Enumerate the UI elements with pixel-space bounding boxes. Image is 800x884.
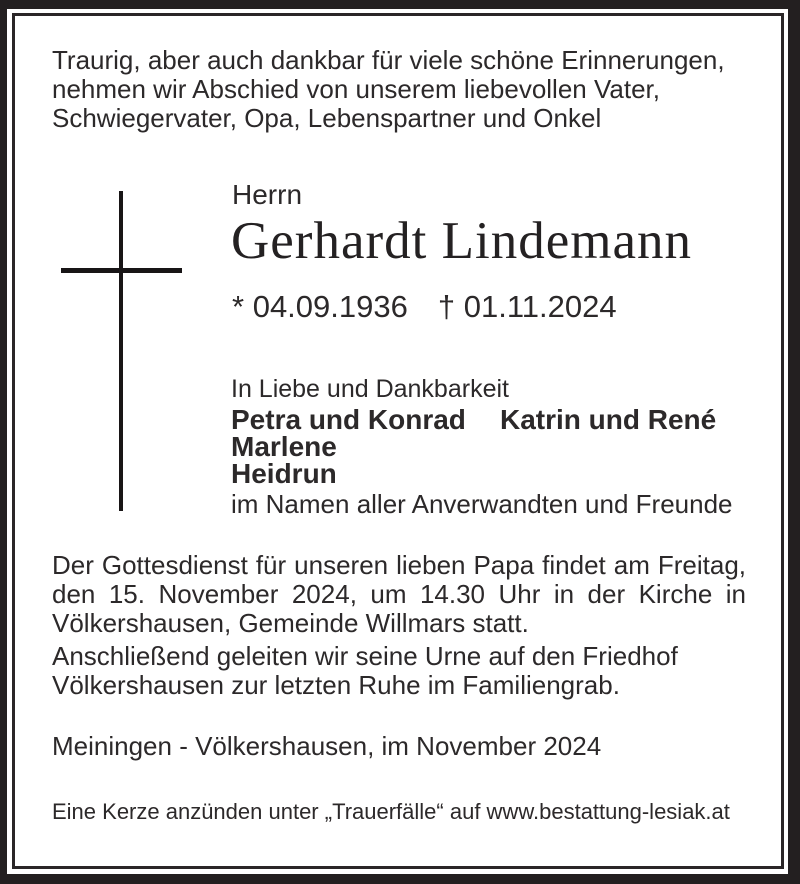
cross-vertical-bar — [119, 191, 123, 511]
intro-line: nehmen wir Abschied von unserem liebevollen Vater, — [52, 74, 660, 104]
life-dates — [232, 289, 617, 325]
intro-line: Schwiegervater, Opa, Lebenspartner und Onkel — [52, 103, 602, 133]
burial-line: Anschließend geleiten wir seine Urne auf den Friedhof — [52, 641, 678, 671]
death-date-value: 01.11.2024 — [463, 289, 617, 324]
intro-line: Traurig, aber auch dankbar für viele schöne Erinnerungen, — [52, 45, 725, 75]
salutation: Herrn — [232, 179, 303, 210]
burial-paragraph — [52, 642, 678, 700]
mourner-row: Heidrun — [231, 458, 337, 489]
mourning-closing: im Namen aller Anverwandten und Freunde — [231, 489, 733, 519]
death-cross-symbol: † — [437, 289, 456, 324]
candle-note: Eine Kerze anzünden unter „Trauerfälle“ auf www.bestattung-lesiak.at — [52, 799, 730, 824]
service-paragraph — [52, 551, 748, 638]
burial-line: Völkershausen zur letzten Ruhe im Familiengrab. — [52, 670, 620, 700]
birth-date — [232, 289, 408, 324]
service-line: Der Gottesdienst für unseren lieben Papa findet am Freitag, — [52, 550, 746, 580]
service-line: Völkershausen, Gemeinde Willmars statt. — [52, 608, 529, 638]
cross-horizontal-bar — [61, 268, 182, 273]
mourner-names-right: Katrin und René — [500, 404, 717, 435]
mourners-list — [231, 404, 717, 489]
birth-date-value: 04.09.1936 — [252, 289, 408, 324]
mourner-row: Marlene — [231, 431, 337, 462]
mourner-row — [231, 404, 717, 435]
place-dateline: Meiningen - Völkershausen, im November 2024 — [52, 731, 602, 761]
birth-symbol: * — [232, 289, 245, 324]
death-date — [438, 289, 617, 324]
mourning-intro: In Liebe und Dankbarkeit — [231, 375, 509, 403]
service-line: den 15. November 2024, um 14.30 Uhr in der Kirche in — [52, 579, 746, 609]
mourner-names-left: Petra und Konrad — [231, 404, 466, 435]
obituary-sheet — [7, 9, 788, 874]
intro-paragraph — [52, 46, 725, 133]
deceased-name: Gerhardt Lindemann — [231, 212, 692, 270]
